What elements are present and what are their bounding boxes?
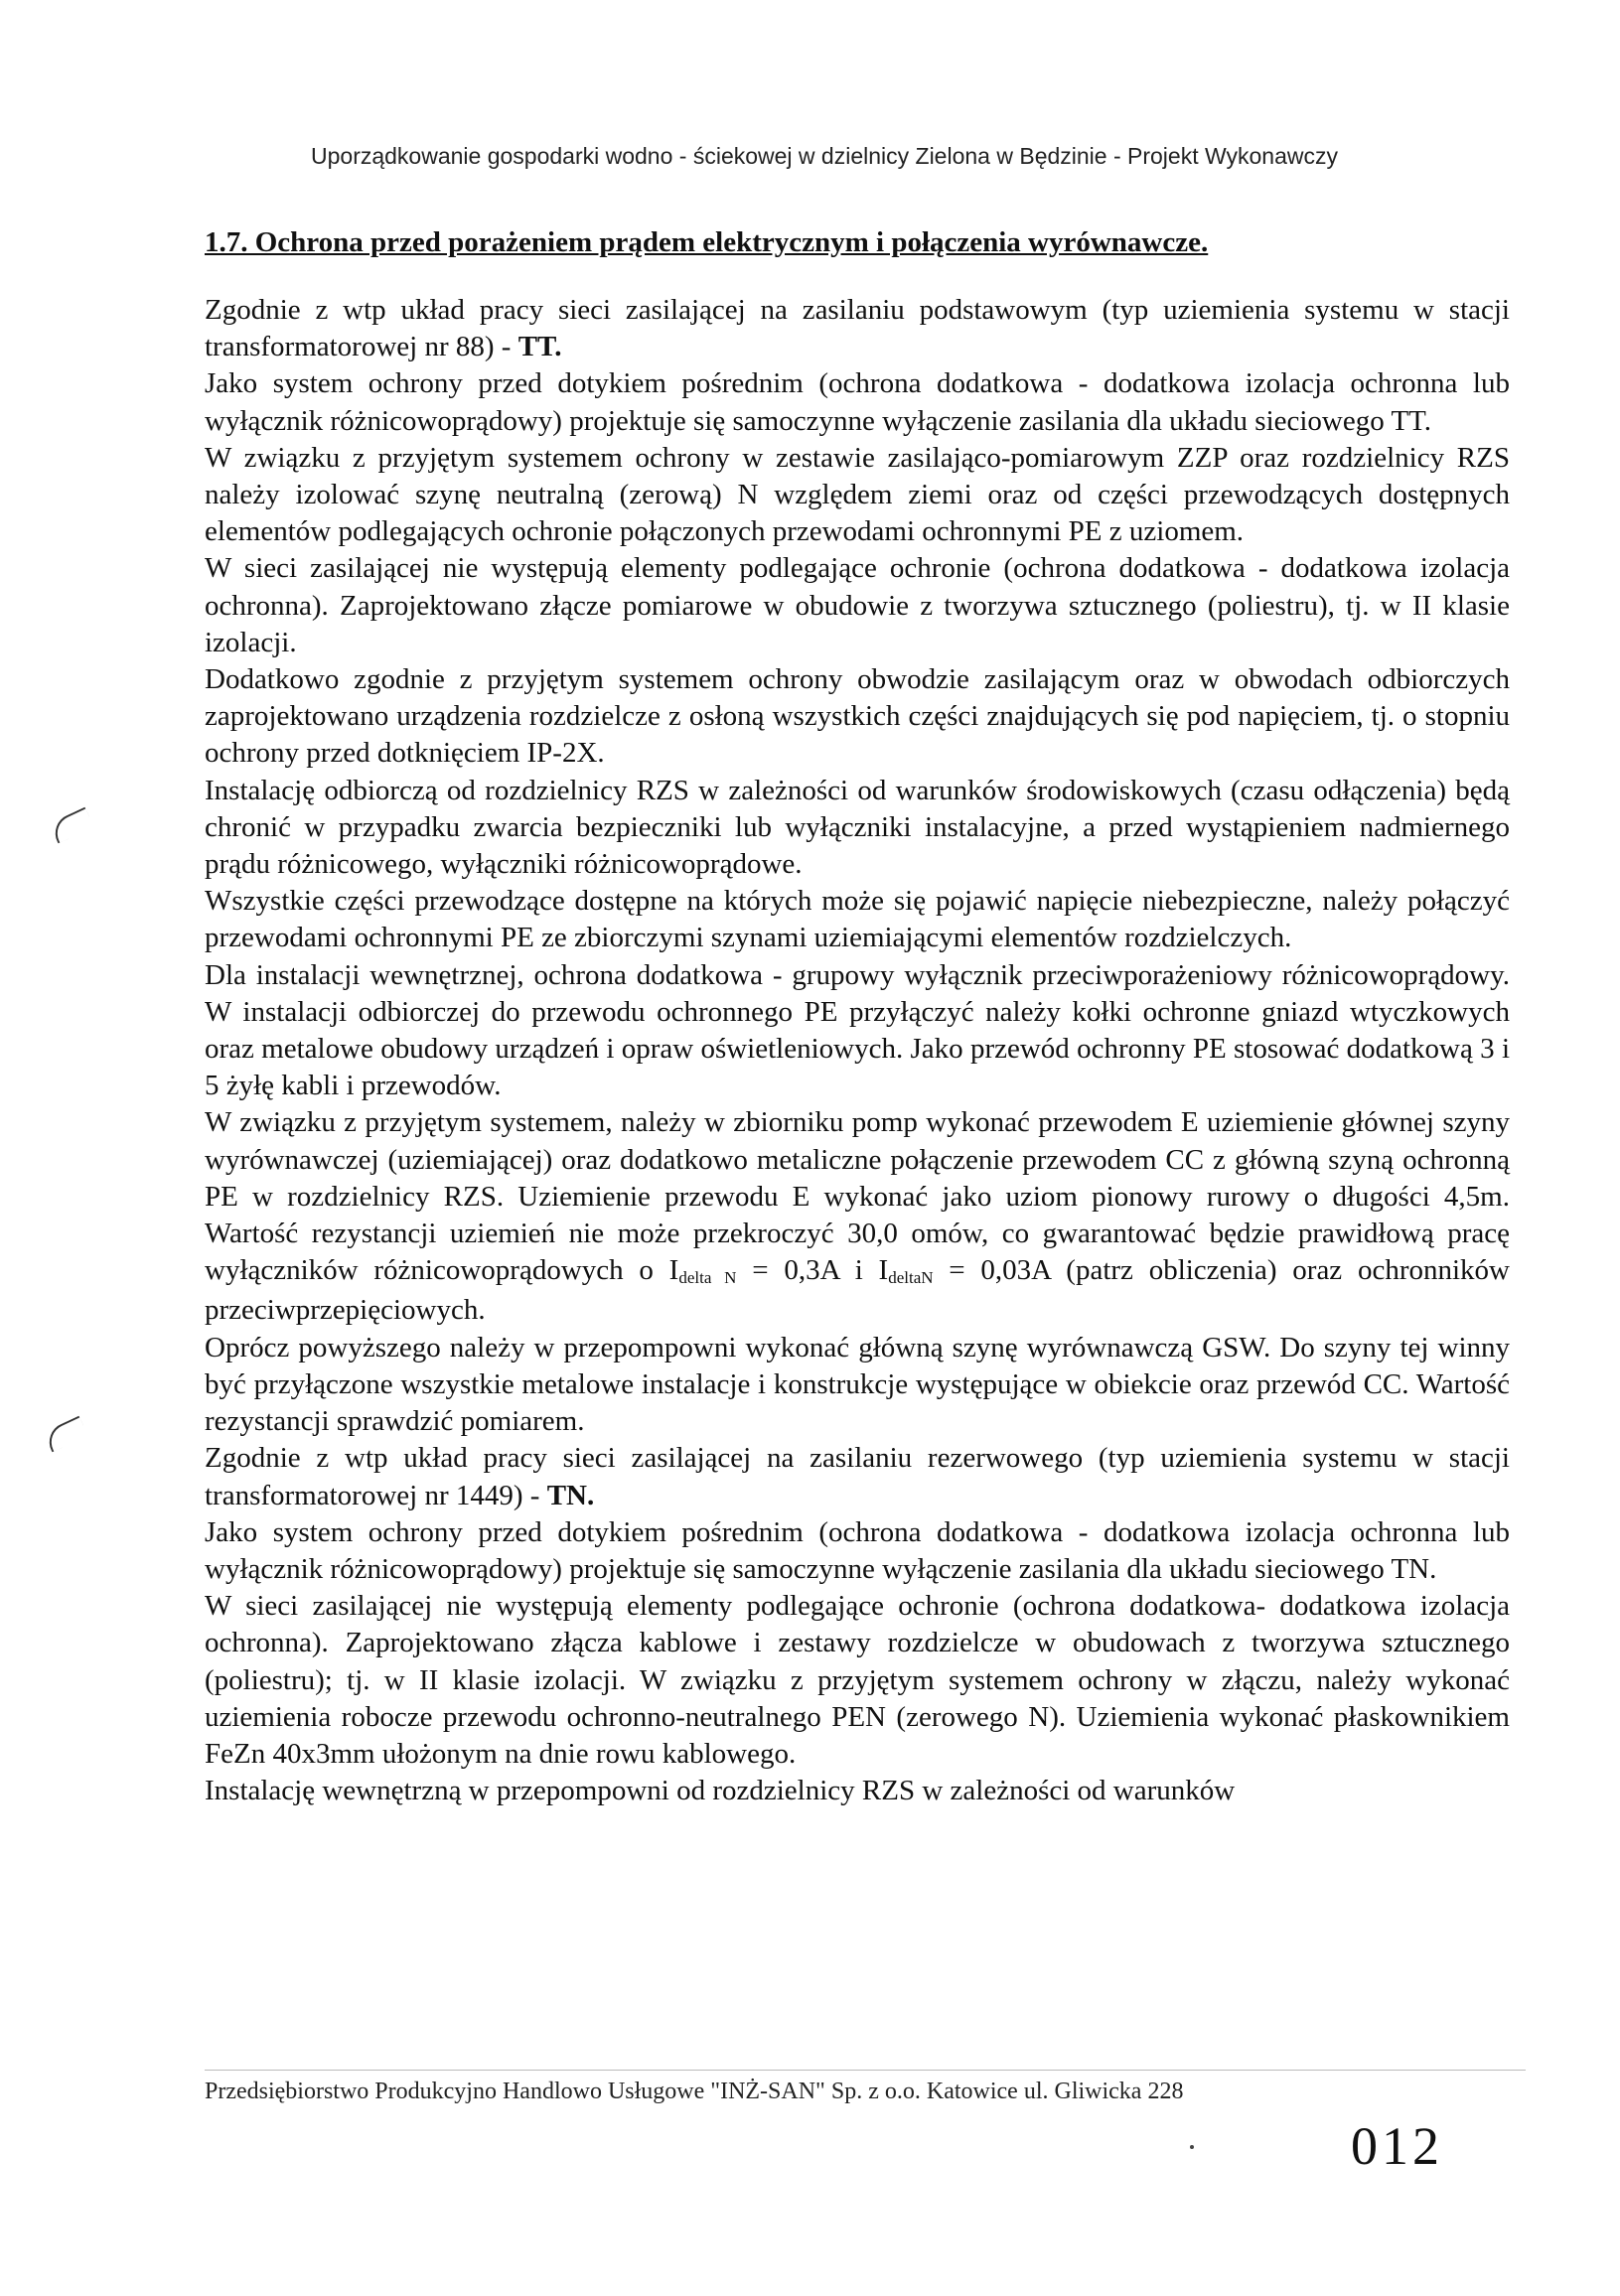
paragraph bbox=[205, 1104, 1510, 1329]
scan-dot bbox=[1190, 2145, 1194, 2149]
paragraph bbox=[205, 292, 1510, 365]
paragraph bbox=[205, 1440, 1510, 1513]
section-title: 1.7. Ochrona przed porażeniem prądem elektrycznym i połączenia wyrównawcze. bbox=[205, 226, 1209, 258]
paragraph-text: Zgodnie z wtp układ pracy sieci zasilającej na zasilaniu podstawowym (typ uziemienia systemu w stacji transformatorowej nr 88) - bbox=[205, 294, 1510, 363]
paragraph: Dla instalacji wewnętrznej, ochrona dodatkowa - grupowy wyłącznik przeciwporażeniowy różnicowoprądowy. W instalacji odbiorczej do przewodu ochronnego PE przyłączyć należy kołki ochronne gniazd wtyczkowych oraz metalowe obudowy urządzeń i opraw oświetleniowych. Jako przewód ochronny PE stosować dodatkową 3 i 5 żyłę kabli i przewodów. bbox=[205, 958, 1510, 1102]
system-type-tt: TT. bbox=[517, 331, 562, 363]
footer-divider bbox=[205, 2070, 1526, 2071]
margin-mark bbox=[49, 807, 94, 844]
paragraph-text: W związku z przyjętym systemem, należy w zbiorniku pomp wykonać przewodem E uziemienie głównej szyny wyrównawczej (uziemiającej) oraz dodatkowo metaliczne połączenie przewodem CC z główną szyną ochronną PE w rozdzielnicy RZS. Uziemienie przewodu E wykonać jako uziom pionowy rurowy o długości 4,5m. Wartość rezystancji uziemień nie może przekroczyć 30,0 omów, co gwarantować będzie prawidłową pracę wyłączników różnicowoprądowych o I bbox=[205, 1106, 1510, 1287]
paragraph: Dodatkowo zgodnie z przyjętym systemem ochrony obwodzie zasilającym oraz w obwodach odbiorczych zaprojektowano urządzenia rozdzielcze z osłoną wszystkich części znajdujących się pod napięciem, tj. o stopniu ochrony przed dotknięciem IP-2X. bbox=[205, 663, 1510, 770]
paragraph: Jako system ochrony przed dotykiem pośrednim (ochrona dodatkowa - dodatkowa izolacja ochronna lub wyłącznik różnicowoprądowy) projektuje się samoczynne wyłączenie zasilania dla układu sieciowego TN. bbox=[205, 1515, 1510, 1585]
page-header: Uporządkowanie gospodarki wodno - ściekowej w dzielnicy Zielona w Będzinie - Projekt Wykonawczy bbox=[311, 143, 1338, 169]
paragraph-text: = 0,3A i I bbox=[736, 1254, 889, 1287]
paragraph: Wszystkie części przewodzące dostępne na których może się pojawić napięcie niebezpieczne, należy połączyć przewodami ochronnymi PE ze zbiorczymi szynami uziemiającymi elementów rozdzielczych. bbox=[205, 885, 1510, 954]
paragraph: Instalację odbiorczą od rozdzielnicy RZS w zależności od warunków środowiskowych (czasu odłączenia) będą chronić w przypadku zwarcia bezpieczniki lub wyłączniki instalacyjne, a przed wystąpieniem nadmiernego prądu różnicowego, wyłączniki różnicowoprądowe. bbox=[205, 774, 1510, 881]
system-type-tn: TN. bbox=[546, 1479, 595, 1511]
paragraph-text: = 0,03A (patrz obliczenia) oraz ochronników przeciwprzepięciowych. bbox=[205, 1254, 1510, 1327]
margin-mark bbox=[43, 1416, 88, 1453]
paragraph: W sieci zasilającej nie występują elementy podlegające ochronie (ochrona dodatkowa- dodatkowa izolacja ochronna). Zaprojektowano złącza kablowe i zestawy rozdzielcze w obudowach z tworzywa sztucznego (poliestru); tj. w II klasie izolacji. W związku z przyjętym systemem ochrony w złączu, należy wykonać uziemienia robocze przewodu ochronno-neutralnego PEN (zerowego N). Uziemienia wykonać płaskownikiem FeZn 40x3mm ułożonym na dnie rowu kablowego. bbox=[205, 1590, 1510, 1770]
paragraph: W sieci zasilającej nie występują elementy podlegające ochronie (ochrona dodatkowa - dodatkowa izolacja ochronna). Zaprojektowano złącze pomiarowe w obudowie z tworzywa sztucznego (poliestru), tj. w II klasie izolacji. bbox=[205, 552, 1510, 658]
subscript: delta N bbox=[678, 1268, 737, 1288]
page-number: 012 bbox=[1351, 2116, 1443, 2176]
paragraph: Jako system ochrony przed dotykiem pośrednim (ochrona dodatkowa - dodatkowa izolacja ochronna lub wyłącznik różnicowoprądowy) projektuje się samoczynne wyłączenie zasilania dla układu sieciowego TT. bbox=[205, 367, 1510, 437]
document-body bbox=[205, 292, 1510, 1809]
paragraph-text: Zgodnie z wtp układ pracy sieci zasilającej na zasilaniu rezerwowego (typ uziemienia systemu w stacji transformatorowej nr 1449) - bbox=[205, 1442, 1510, 1511]
page-footer: Przedsiębiorstwo Produkcyjno Handlowo Usługowe "INŻ-SAN" Sp. z o.o. Katowice ul. Gliwicka 228 bbox=[205, 2079, 1184, 2104]
paragraph: W związku z przyjętym systemem ochrony w zestawie zasilająco-pomiarowym ZZP oraz rozdzielnicy RZS należy izolować szynę neutralną (zerową) N względem ziemi oraz od części przewodzących dostępnych elementów podlegających ochronie połączonych przewodami ochronnymi PE z uziomem. bbox=[205, 441, 1510, 548]
subscript: deltaN bbox=[888, 1268, 934, 1288]
paragraph: Oprócz powyższego należy w przepompowni wykonać główną szynę wyrównawczą GSW. Do szyny tej winny być przyłączone wszystkie metalowe instalacje i konstrukcje występujące w obiekcie oraz przewód CC. Wartość rezystancji sprawdzić pomiarem. bbox=[205, 1331, 1510, 1438]
paragraph: Instalację wewnętrzną w przepompowni od rozdzielnicy RZS w zależności od warunków bbox=[205, 1775, 1236, 1807]
